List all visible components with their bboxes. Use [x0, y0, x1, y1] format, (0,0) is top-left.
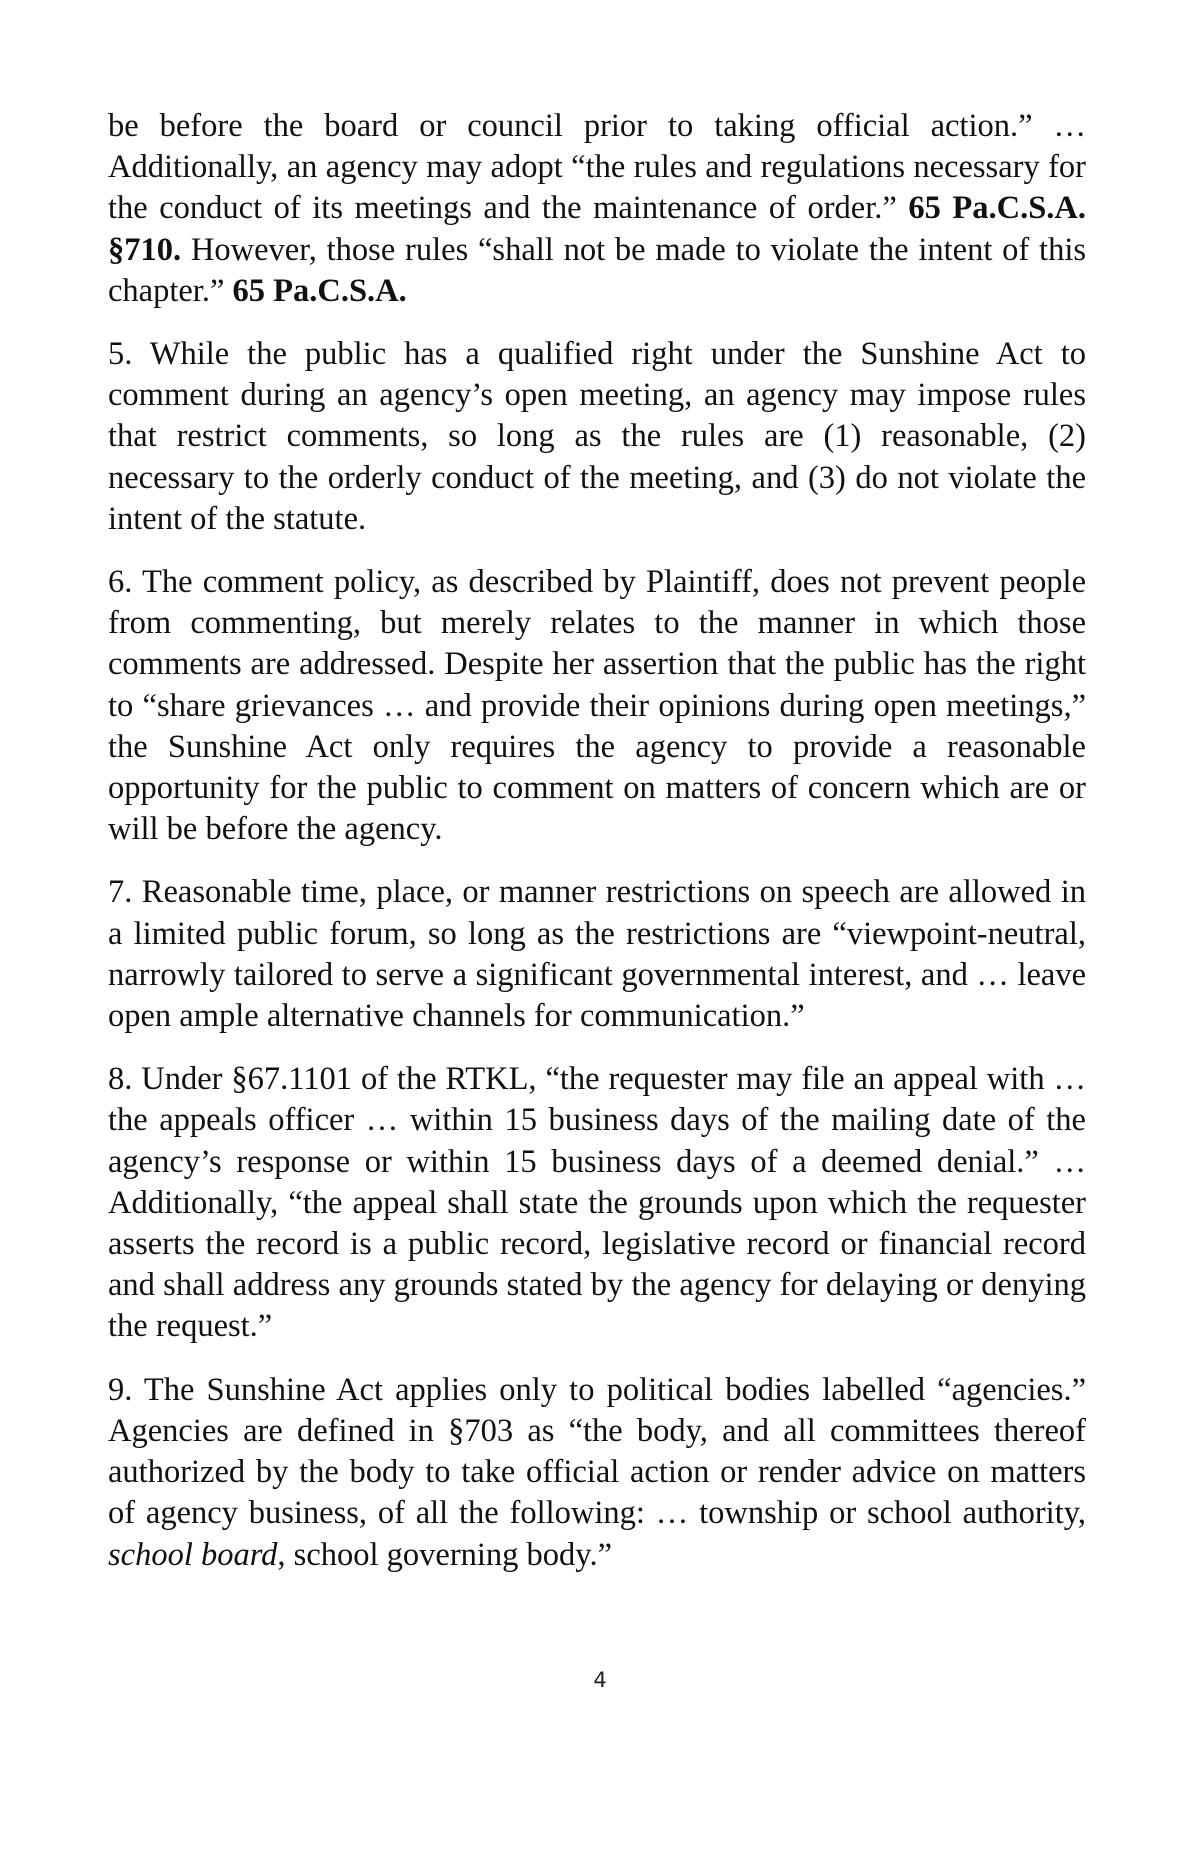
paragraph-5	[108, 334, 1086, 540]
text-segment: 9. The Sunshine Act applies only to political bodies labelled “agencies.” Agencies are defined in §703 as “the body, and all committees thereof authorized by the body to take official action or render advice on matters of agency business, of all the following: … township or school authority,	[108, 1371, 1086, 1532]
document-body	[108, 106, 1086, 1598]
text-segment: 8. Under §67.1101 of the RTKL, “the requester may file an appeal with … the appeals officer … within 15 business days of the mailing date of the agency’s response or within 15 business days of a deemed denial.” …Additionally, “the appeal shall state the grounds upon which the requester asserts the record is a public record, legislative record or financial record and shall address any grounds stated by the agency for delaying or denying the request.”	[108, 1061, 1086, 1345]
text-segment: , school governing body.”	[277, 1536, 612, 1573]
citation-bold: 65 Pa.C.S.A. §710.	[108, 190, 1086, 268]
text-segment: be before the board or council prior to taking official action.” …Additionally, an agency may adopt “the rules and regulations necessary for the conduct of its meetings and the maintenance of order.”	[108, 108, 1086, 227]
paragraph-6	[108, 562, 1086, 850]
text-segment: 5. While the public has a qualified right under the Sunshine Act to comment during an agency’s open meeting, an agency may impose rules that restrict comments, so long as the rules are (1) reasonable, (2) necessary to the orderly conduct of the meeting, and (3) do not violate the intent of the statute.	[108, 336, 1086, 537]
emphasis-italic: school board	[108, 1536, 278, 1573]
paragraph-9	[108, 1370, 1086, 1576]
citation-bold: 65 Pa.C.S.A.	[232, 272, 407, 309]
paragraph-continuation	[108, 106, 1086, 312]
page-number: 4	[593, 1668, 607, 1692]
text-segment: However, those rules “shall not be made to violate the intent of this chapter.”	[108, 231, 1086, 309]
paragraph-8	[108, 1059, 1086, 1347]
paragraph-7	[108, 872, 1086, 1037]
text-segment: 6. The comment policy, as described by Plaintiff, does not prevent people from commenting, but merely relates to the manner in which those comments are addressed. Despite her assertion that the public has the right to “share grievances … and provide their opinions during open meetings,” the Sunshine Act only requires the agency to provide a reasonable opportunity for the public to comment on matters of concern which are or will be before the agency.	[108, 564, 1086, 848]
text-segment: 7. Reasonable time, place, or manner restrictions on speech are allowed in a limited public forum, so long as the restrictions are “viewpoint-neutral, narrowly tailored to serve a significant governmental interest, and … leave open ample alternative channels for communication.”	[108, 874, 1086, 1035]
